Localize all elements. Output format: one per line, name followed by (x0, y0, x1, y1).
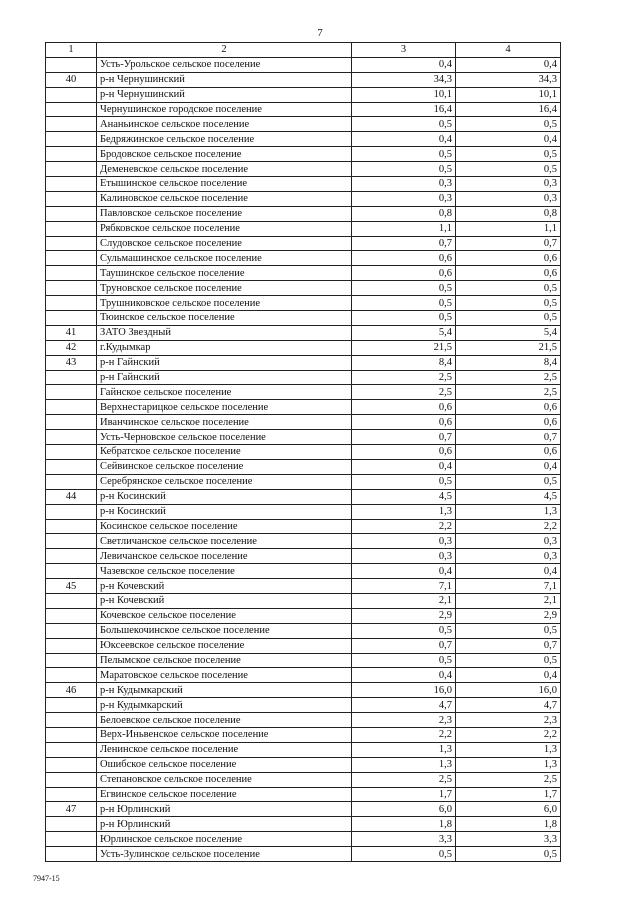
row-value-4-cell: 2,1 (456, 593, 561, 608)
row-name-cell: Слудовское сельское поселение (97, 236, 352, 251)
row-number-cell (46, 87, 97, 102)
table-row (46, 534, 561, 549)
row-number-cell (46, 236, 97, 251)
row-name-cell: Етышинское сельское поселение (97, 177, 352, 192)
row-value-3-cell: 0,4 (352, 668, 456, 683)
row-value-3-cell: 1,1 (352, 221, 456, 236)
table-row (46, 698, 561, 713)
row-name-cell: Калиновское сельское поселение (97, 191, 352, 206)
row-number-cell (46, 653, 97, 668)
row-name-cell: р-н Чернушинский (97, 72, 352, 87)
row-name-cell: Юрлинское сельское поселение (97, 832, 352, 847)
row-number-cell (46, 772, 97, 787)
row-value-4-cell: 0,7 (456, 638, 561, 653)
table-row (46, 608, 561, 623)
row-number-cell (46, 817, 97, 832)
table-row (46, 400, 561, 415)
row-value-3-cell: 0,5 (352, 653, 456, 668)
table-row (46, 311, 561, 326)
row-number-cell (46, 727, 97, 742)
row-number-cell: 45 (46, 579, 97, 594)
row-value-3-cell: 0,6 (352, 415, 456, 430)
row-value-3-cell: 7,1 (352, 579, 456, 594)
row-value-4-cell: 0,4 (456, 57, 561, 72)
row-value-3-cell: 1,8 (352, 817, 456, 832)
row-value-3-cell: 0,5 (352, 311, 456, 326)
table-row (46, 474, 561, 489)
row-name-cell: Бедряжинское сельское поселение (97, 132, 352, 147)
row-number-cell (46, 698, 97, 713)
row-name-cell: р-н Косинский (97, 489, 352, 504)
row-name-cell: Егвинское сельское поселение (97, 787, 352, 802)
row-value-3-cell: 0,5 (352, 623, 456, 638)
row-number-cell (46, 206, 97, 221)
row-value-3-cell: 0,4 (352, 57, 456, 72)
row-value-4-cell: 2,3 (456, 713, 561, 728)
row-number-cell (46, 459, 97, 474)
row-value-4-cell: 8,4 (456, 355, 561, 370)
row-value-3-cell: 0,4 (352, 132, 456, 147)
row-value-4-cell: 0,5 (456, 847, 561, 862)
row-name-cell: р-н Косинский (97, 504, 352, 519)
row-name-cell: Усть-Черновское сельское поселение (97, 430, 352, 445)
row-value-3-cell: 0,6 (352, 400, 456, 415)
table-row (46, 72, 561, 87)
row-value-4-cell: 0,7 (456, 430, 561, 445)
page-number: 7 (317, 27, 323, 39)
row-name-cell: Кебратское сельское поселение (97, 445, 352, 460)
row-name-cell: р-н Чернушинский (97, 87, 352, 102)
row-value-3-cell: 2,2 (352, 727, 456, 742)
row-value-4-cell: 0,5 (456, 623, 561, 638)
row-value-4-cell: 1,3 (456, 757, 561, 772)
row-value-3-cell: 1,3 (352, 757, 456, 772)
row-value-4-cell: 0,3 (456, 191, 561, 206)
row-value-3-cell: 0,5 (352, 147, 456, 162)
table-row (46, 296, 561, 311)
row-value-4-cell: 4,5 (456, 489, 561, 504)
row-number-cell (46, 117, 97, 132)
row-name-cell: Чазевское сельское поселение (97, 564, 352, 579)
row-number-cell (46, 713, 97, 728)
row-value-3-cell: 0,5 (352, 474, 456, 489)
table-row (46, 177, 561, 192)
row-value-3-cell: 0,6 (352, 266, 456, 281)
row-number-cell (46, 623, 97, 638)
data-table (45, 42, 561, 862)
row-value-4-cell: 0,4 (456, 459, 561, 474)
row-number-cell (46, 177, 97, 192)
row-number-cell (46, 400, 97, 415)
row-name-cell: Таушинское сельское поселение (97, 266, 352, 281)
row-value-4-cell: 0,5 (456, 147, 561, 162)
table-row (46, 325, 561, 340)
row-name-cell: Верхнестарицкое сельское поселение (97, 400, 352, 415)
row-number-cell: 41 (46, 325, 97, 340)
row-value-3-cell: 0,3 (352, 549, 456, 564)
table-row (46, 206, 561, 221)
row-number-cell (46, 251, 97, 266)
row-number-cell (46, 132, 97, 147)
table-row (46, 847, 561, 862)
row-value-4-cell: 2,5 (456, 370, 561, 385)
row-value-3-cell: 2,5 (352, 385, 456, 400)
row-number-cell (46, 445, 97, 460)
row-number-cell: 40 (46, 72, 97, 87)
row-value-3-cell: 2,9 (352, 608, 456, 623)
row-name-cell: Иванчинское сельское поселение (97, 415, 352, 430)
row-name-cell: Усть-Урольское сельское поселение (97, 57, 352, 72)
row-value-4-cell: 0,4 (456, 668, 561, 683)
row-name-cell: Сульмашинское сельское поселение (97, 251, 352, 266)
row-value-3-cell: 0,5 (352, 162, 456, 177)
row-value-3-cell: 2,2 (352, 519, 456, 534)
row-number-cell (46, 638, 97, 653)
row-value-3-cell: 3,3 (352, 832, 456, 847)
row-number-cell (46, 147, 97, 162)
row-value-3-cell: 0,6 (352, 445, 456, 460)
table-row (46, 817, 561, 832)
row-name-cell: Гайнское сельское поселение (97, 385, 352, 400)
table-row (46, 370, 561, 385)
row-name-cell: Светличанское сельское поселение (97, 534, 352, 549)
row-name-cell: Павловское сельское поселение (97, 206, 352, 221)
row-name-cell: Степановское сельское поселение (97, 772, 352, 787)
row-value-3-cell: 4,5 (352, 489, 456, 504)
row-value-4-cell: 10,1 (456, 87, 561, 102)
row-value-4-cell: 1,3 (456, 742, 561, 757)
table-row (46, 504, 561, 519)
row-name-cell: Ленинское сельское поселение (97, 742, 352, 757)
table-row (46, 162, 561, 177)
row-number-cell (46, 608, 97, 623)
row-name-cell: р-н Юрлинский (97, 817, 352, 832)
row-name-cell: Белоевское сельское поселение (97, 713, 352, 728)
row-value-3-cell: 0,3 (352, 191, 456, 206)
table-row (46, 623, 561, 638)
table-body (46, 57, 561, 861)
row-value-3-cell: 0,5 (352, 296, 456, 311)
row-name-cell: р-н Юрлинский (97, 802, 352, 817)
row-name-cell: р-н Гайнский (97, 370, 352, 385)
row-value-4-cell: 0,8 (456, 206, 561, 221)
row-value-3-cell: 1,3 (352, 742, 456, 757)
table-row (46, 638, 561, 653)
row-value-3-cell: 0,7 (352, 236, 456, 251)
row-value-4-cell: 0,7 (456, 236, 561, 251)
table-row (46, 727, 561, 742)
row-number-cell: 44 (46, 489, 97, 504)
row-number-cell (46, 757, 97, 772)
row-value-3-cell: 8,4 (352, 355, 456, 370)
row-value-3-cell: 10,1 (352, 87, 456, 102)
row-value-4-cell: 0,6 (456, 445, 561, 460)
row-value-3-cell: 0,7 (352, 430, 456, 445)
row-value-4-cell: 0,6 (456, 266, 561, 281)
row-number-cell: 47 (46, 802, 97, 817)
row-number-cell (46, 266, 97, 281)
row-value-3-cell: 0,5 (352, 117, 456, 132)
row-value-3-cell: 1,3 (352, 504, 456, 519)
row-name-cell: Большекочинское сельское поселение (97, 623, 352, 638)
row-value-3-cell: 0,5 (352, 847, 456, 862)
row-value-4-cell: 34,3 (456, 72, 561, 87)
row-name-cell: Деменевское сельское поселение (97, 162, 352, 177)
row-value-4-cell: 1,3 (456, 504, 561, 519)
row-number-cell: 43 (46, 355, 97, 370)
row-number-cell (46, 742, 97, 757)
row-name-cell: Усть-Зулинское сельское поселение (97, 847, 352, 862)
row-number-cell (46, 311, 97, 326)
row-value-4-cell: 0,3 (456, 177, 561, 192)
row-value-3-cell: 0,8 (352, 206, 456, 221)
row-number-cell (46, 57, 97, 72)
row-number-cell (46, 504, 97, 519)
table-row (46, 742, 561, 757)
row-value-3-cell: 0,3 (352, 177, 456, 192)
row-value-4-cell: 2,2 (456, 727, 561, 742)
row-value-4-cell: 0,5 (456, 117, 561, 132)
row-number-cell: 42 (46, 340, 97, 355)
row-value-4-cell: 1,1 (456, 221, 561, 236)
row-number-cell (46, 191, 97, 206)
row-name-cell: Тюинское сельское поселение (97, 311, 352, 326)
row-value-4-cell: 5,4 (456, 325, 561, 340)
table-row (46, 757, 561, 772)
row-value-3-cell: 0,7 (352, 638, 456, 653)
row-value-4-cell: 7,1 (456, 579, 561, 594)
table-row (46, 117, 561, 132)
row-number-cell (46, 549, 97, 564)
table-row (46, 281, 561, 296)
table-row (46, 430, 561, 445)
table-row (46, 653, 561, 668)
row-value-3-cell: 2,5 (352, 370, 456, 385)
row-number-cell (46, 593, 97, 608)
table-row (46, 772, 561, 787)
table-row (46, 802, 561, 817)
table-header-row (46, 43, 561, 58)
table-row (46, 519, 561, 534)
row-value-4-cell: 0,4 (456, 564, 561, 579)
footer-code: 7947-15 (33, 874, 60, 883)
row-name-cell: Труновское сельское поселение (97, 281, 352, 296)
row-name-cell: Левичанское сельское поселение (97, 549, 352, 564)
row-value-4-cell: 0,3 (456, 549, 561, 564)
row-value-4-cell: 0,5 (456, 296, 561, 311)
table-row (46, 266, 561, 281)
row-number-cell (46, 787, 97, 802)
row-value-4-cell: 3,3 (456, 832, 561, 847)
table-row (46, 221, 561, 236)
row-value-4-cell: 0,5 (456, 162, 561, 177)
row-number-cell (46, 564, 97, 579)
table-row (46, 415, 561, 430)
row-value-3-cell: 16,4 (352, 102, 456, 117)
row-value-4-cell: 1,8 (456, 817, 561, 832)
row-number-cell (46, 370, 97, 385)
table-row (46, 713, 561, 728)
row-name-cell: Рябковское сельское поселение (97, 221, 352, 236)
row-name-cell: р-н Кудымкарский (97, 698, 352, 713)
table-row (46, 549, 561, 564)
row-name-cell: Бродовское сельское поселение (97, 147, 352, 162)
row-value-4-cell: 0,5 (456, 281, 561, 296)
table-row (46, 57, 561, 72)
row-value-4-cell: 21,5 (456, 340, 561, 355)
table-row (46, 102, 561, 117)
row-name-cell: Верх-Иньвенское сельское поселение (97, 727, 352, 742)
row-number-cell (46, 415, 97, 430)
table-row (46, 593, 561, 608)
row-name-cell: ЗАТО Звездный (97, 325, 352, 340)
row-number-cell (46, 519, 97, 534)
row-name-cell: Трушниковское сельское поселение (97, 296, 352, 311)
row-value-3-cell: 5,4 (352, 325, 456, 340)
row-value-4-cell: 0,4 (456, 132, 561, 147)
row-number-cell (46, 385, 97, 400)
row-number-cell (46, 847, 97, 862)
row-value-4-cell: 2,5 (456, 772, 561, 787)
row-value-4-cell: 2,5 (456, 385, 561, 400)
row-name-cell: р-н Кочевский (97, 579, 352, 594)
row-value-4-cell: 4,7 (456, 698, 561, 713)
row-value-4-cell: 2,9 (456, 608, 561, 623)
row-value-3-cell: 34,3 (352, 72, 456, 87)
table-row (46, 251, 561, 266)
row-number-cell (46, 221, 97, 236)
table-row (46, 832, 561, 847)
table-row (46, 787, 561, 802)
row-value-3-cell: 21,5 (352, 340, 456, 355)
row-value-3-cell: 4,7 (352, 698, 456, 713)
row-value-4-cell: 0,5 (456, 311, 561, 326)
row-value-4-cell: 16,4 (456, 102, 561, 117)
row-name-cell: Сейвинское сельское поселение (97, 459, 352, 474)
row-name-cell: Косинское сельское поселение (97, 519, 352, 534)
row-value-3-cell: 0,6 (352, 251, 456, 266)
column-header-4: 4 (456, 43, 561, 58)
row-value-4-cell: 6,0 (456, 802, 561, 817)
row-value-4-cell: 0,6 (456, 400, 561, 415)
row-value-3-cell: 0,4 (352, 459, 456, 474)
row-number-cell (46, 102, 97, 117)
row-number-cell (46, 534, 97, 549)
table-row (46, 445, 561, 460)
table-row (46, 87, 561, 102)
row-value-3-cell: 16,0 (352, 683, 456, 698)
row-number-cell (46, 296, 97, 311)
row-value-4-cell: 0,5 (456, 653, 561, 668)
table-row (46, 132, 561, 147)
row-value-3-cell: 0,3 (352, 534, 456, 549)
table-row (46, 385, 561, 400)
row-value-3-cell: 1,7 (352, 787, 456, 802)
row-name-cell: Серебрянское сельское поселение (97, 474, 352, 489)
row-value-3-cell: 0,4 (352, 564, 456, 579)
row-number-cell (46, 668, 97, 683)
table-row (46, 489, 561, 504)
table-row (46, 683, 561, 698)
row-value-4-cell: 0,3 (456, 534, 561, 549)
table-row (46, 191, 561, 206)
row-value-4-cell: 0,6 (456, 251, 561, 266)
row-value-3-cell: 2,5 (352, 772, 456, 787)
table-row (46, 340, 561, 355)
table-row (46, 147, 561, 162)
row-number-cell (46, 162, 97, 177)
row-value-4-cell: 0,6 (456, 415, 561, 430)
row-value-3-cell: 6,0 (352, 802, 456, 817)
row-name-cell: Ананьинское сельское поселение (97, 117, 352, 132)
row-name-cell: г.Кудымкар (97, 340, 352, 355)
table-row (46, 355, 561, 370)
row-name-cell: р-н Гайнский (97, 355, 352, 370)
table-row (46, 236, 561, 251)
row-name-cell: Юксеевское сельское поселение (97, 638, 352, 653)
table-row (46, 459, 561, 474)
row-value-4-cell: 0,5 (456, 474, 561, 489)
row-value-3-cell: 0,5 (352, 281, 456, 296)
row-name-cell: Ошибское сельское поселение (97, 757, 352, 772)
row-name-cell: Пелымское сельское поселение (97, 653, 352, 668)
row-name-cell: Кочевское сельское поселение (97, 608, 352, 623)
table-row (46, 668, 561, 683)
row-name-cell: Маратовское сельское поселение (97, 668, 352, 683)
row-number-cell (46, 430, 97, 445)
row-name-cell: р-н Кудымкарский (97, 683, 352, 698)
row-value-3-cell: 2,3 (352, 713, 456, 728)
column-header-3: 3 (352, 43, 456, 58)
row-value-4-cell: 1,7 (456, 787, 561, 802)
column-header-2: 2 (97, 43, 352, 58)
row-name-cell: Чернушинское городское поселение (97, 102, 352, 117)
row-value-3-cell: 2,1 (352, 593, 456, 608)
row-number-cell (46, 474, 97, 489)
row-number-cell (46, 832, 97, 847)
table-row (46, 579, 561, 594)
row-number-cell: 46 (46, 683, 97, 698)
column-header-1: 1 (46, 43, 97, 58)
row-value-4-cell: 16,0 (456, 683, 561, 698)
row-number-cell (46, 281, 97, 296)
table-row (46, 564, 561, 579)
row-name-cell: р-н Кочевский (97, 593, 352, 608)
row-value-4-cell: 2,2 (456, 519, 561, 534)
